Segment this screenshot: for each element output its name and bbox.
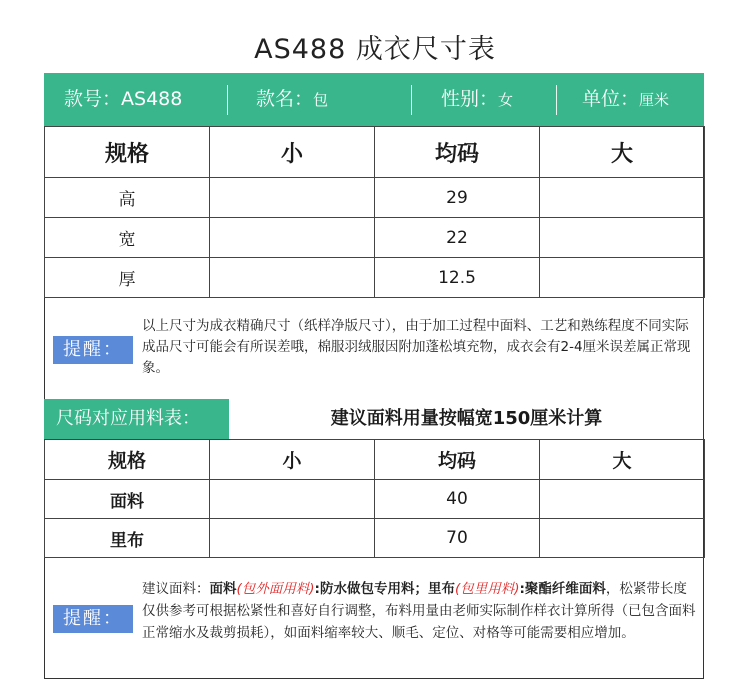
- cell-large: [540, 258, 705, 298]
- material-table-header: [45, 440, 705, 480]
- unit: [582, 73, 669, 126]
- gender-label: 性别：: [441, 88, 499, 110]
- gender-value: 女: [498, 91, 514, 109]
- reminder-badge: 提醒：: [53, 336, 133, 364]
- note-part: ，松紧带长度仅供参考可根据松紧性和喜好自行调整，布料用量由老师实际制作样衣计算所得（已包含面料正常缩水及裁剪损耗），如面料缩率较大、顺毛、定位、对格等可能需要相应增加。: [142, 581, 696, 641]
- row-label: 宽: [45, 218, 210, 258]
- row-label: 里布: [45, 519, 210, 558]
- material-table-label: 尺码对应用料表：: [44, 399, 229, 439]
- size-table-header: [45, 127, 705, 178]
- reminder-badge: 提醒：: [53, 605, 133, 633]
- note-part: 面料: [209, 581, 237, 597]
- style-no: [64, 73, 182, 126]
- cell-small: [210, 218, 375, 258]
- table-row: [45, 218, 705, 258]
- header-cell: 小: [210, 127, 375, 178]
- note-part: :防水做包专用料；里布: [314, 581, 455, 597]
- table-row: [45, 178, 705, 218]
- header-cell: 均码: [375, 127, 540, 178]
- header-cell: 规格: [45, 127, 210, 178]
- header-cell: 小: [210, 440, 375, 480]
- cell-large: [540, 480, 705, 519]
- material-reminder-text: [142, 578, 696, 644]
- style-name-label: 款名：: [256, 88, 314, 110]
- cell-small: [210, 480, 375, 519]
- cell-one-size: 12.5: [375, 258, 540, 298]
- row-label: 高: [45, 178, 210, 218]
- header-cell: 大: [540, 127, 705, 178]
- size-table: [44, 126, 705, 298]
- style-name: [256, 73, 328, 126]
- info-bar: [44, 73, 704, 126]
- info-divider: [556, 85, 557, 115]
- note-part: :聚酯纤维面料: [519, 581, 606, 597]
- unit-label: 单位：: [582, 88, 640, 110]
- header-cell: 均码: [375, 440, 540, 480]
- cell-large: [540, 519, 705, 558]
- style-no-label: 款号：: [64, 88, 122, 110]
- cell-one-size: 29: [375, 178, 540, 218]
- info-divider: [227, 85, 228, 115]
- note-part: (包外面用料): [236, 581, 315, 597]
- style-name-value: 包: [313, 91, 329, 109]
- row-label: 面料: [45, 480, 210, 519]
- unit-value: 厘米: [639, 91, 670, 109]
- cell-large: [540, 178, 705, 218]
- row-label: 厚: [45, 258, 210, 298]
- note-part: 建议面料：: [142, 581, 210, 597]
- material-table-subtitle: 建议面料用量按幅宽150厘米计算: [330, 408, 603, 429]
- table-row: [45, 480, 705, 519]
- page-title: AS488 成衣尺寸表: [254, 34, 496, 65]
- header-cell: 大: [540, 440, 705, 480]
- cell-small: [210, 258, 375, 298]
- note-part: (包里用料): [454, 581, 520, 597]
- cell-large: [540, 218, 705, 258]
- cell-one-size: 70: [375, 519, 540, 558]
- table-row: [45, 519, 705, 558]
- cell-one-size: 40: [375, 480, 540, 519]
- info-divider: [411, 85, 412, 115]
- material-table: [44, 439, 705, 558]
- table-row: [45, 258, 705, 298]
- header-cell: 规格: [45, 440, 210, 480]
- cell-small: [210, 519, 375, 558]
- cell-small: [210, 178, 375, 218]
- reminder-text: 以上尺寸为成衣精确尺寸（纸样净版尺寸），由于加工过程中面料、工艺和熟练程度不同实际成品尺寸可能会有所误差哦，棉服羽绒服因附加蓬松填充物，成衣会有2-4厘米误差属正常现象。: [142, 318, 691, 376]
- gender: [441, 73, 513, 126]
- cell-one-size: 22: [375, 218, 540, 258]
- style-no-value: AS488: [121, 88, 183, 110]
